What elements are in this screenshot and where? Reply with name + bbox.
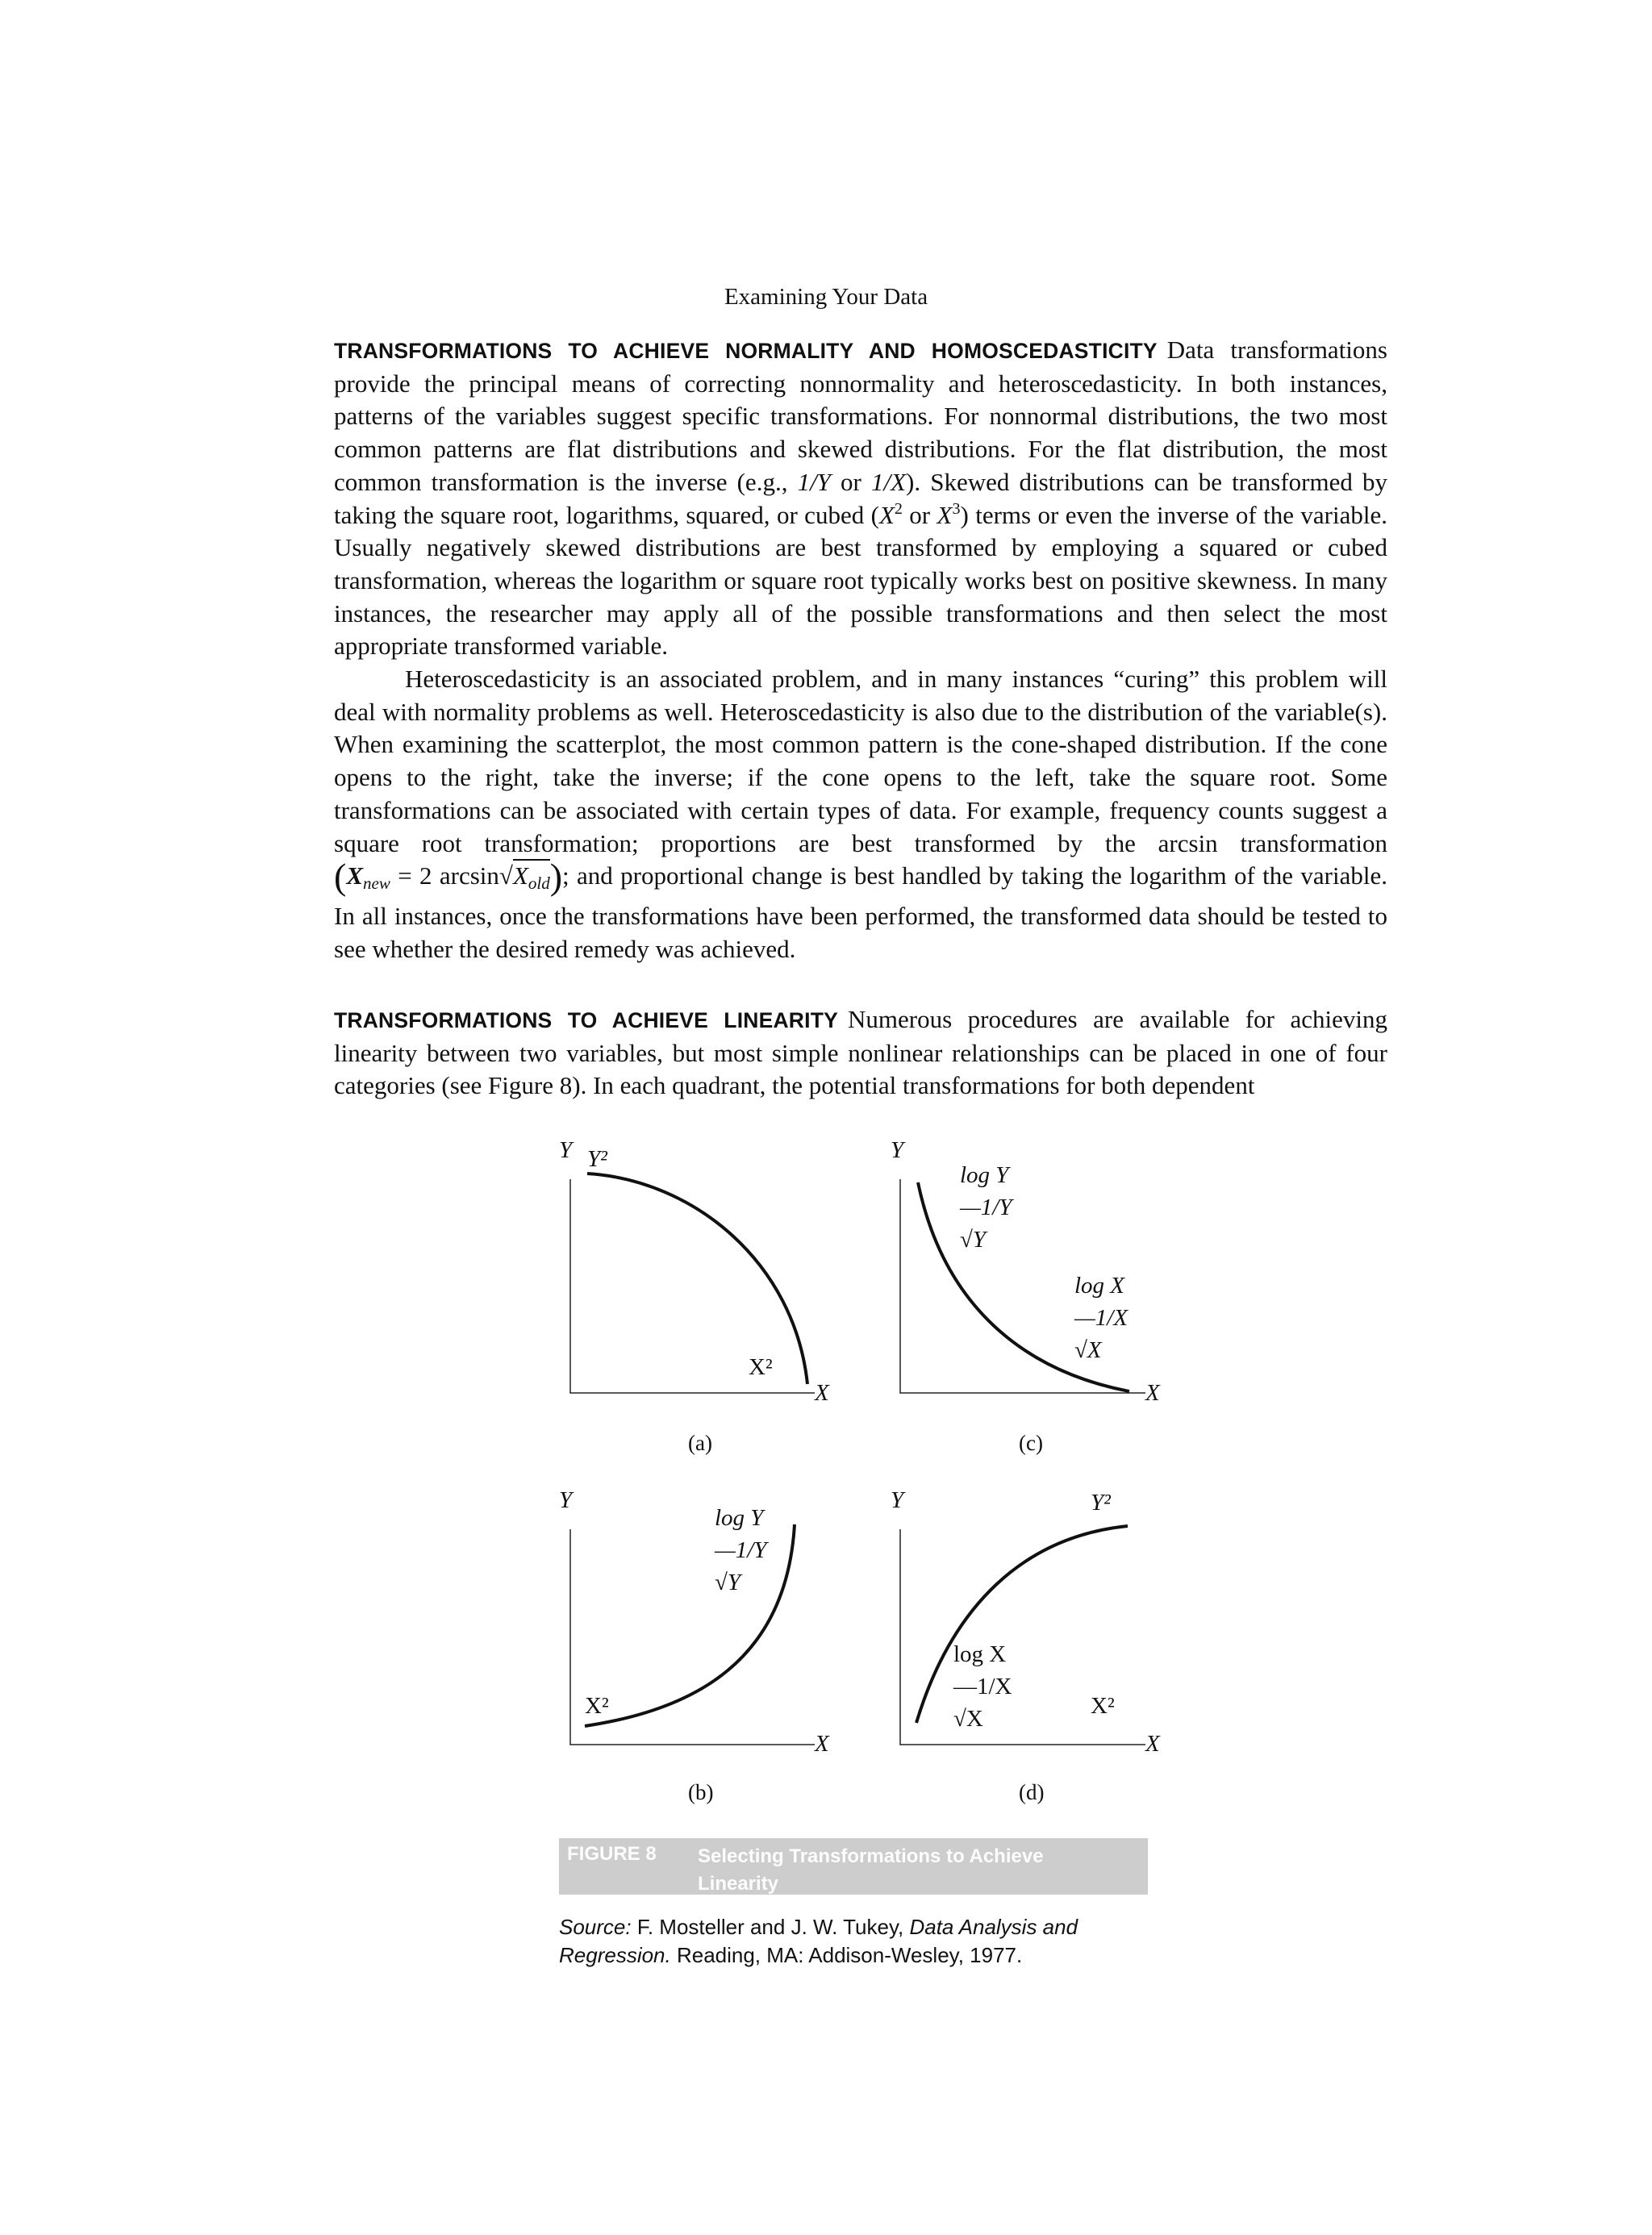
panel-labels: [688, 1431, 1044, 1804]
curve-panel-a: [587, 1174, 807, 1384]
panel-c-x-transform-1: —1/X: [1074, 1305, 1128, 1331]
x-axis-label-a: X: [815, 1380, 829, 1406]
panel-d-y-transform: Y²: [1091, 1490, 1111, 1516]
axes-panel-a: [570, 1179, 815, 1393]
axes: [570, 1179, 1145, 1745]
section-heading-linearity: TRANSFORMATIONS TO ACHIEVE LINEARITY: [334, 1008, 838, 1032]
transform-labels: [585, 1146, 1128, 1732]
running-head: Examining Your Data: [724, 284, 928, 310]
panel-d-x-transform-2: √X: [953, 1706, 983, 1732]
axis-labels: [559, 1137, 1161, 1757]
figure-caption: [559, 1838, 1148, 1895]
x-axis-label-c: X: [1145, 1380, 1160, 1406]
y-axis-label-c: Y: [891, 1137, 904, 1163]
panel-b-y-transform-1: —1/Y: [715, 1537, 767, 1563]
curves: [585, 1174, 1129, 1726]
y-axis-label-b: Y: [559, 1487, 573, 1513]
x-axis-label-d: X: [1145, 1731, 1160, 1757]
panel-c-y-transform-1: —1/Y: [960, 1195, 1012, 1220]
section-heading-normality: TRANSFORMATIONS TO ACHIEVE NORMALITY AND HOMOSCEDASTICITY: [334, 339, 1158, 363]
y-axis-label-d: Y: [891, 1487, 904, 1513]
panel-b-x-transform: X²: [585, 1693, 609, 1719]
panel-c-x-transform-2: √X: [1074, 1337, 1102, 1363]
panel-label-c: (c): [1019, 1431, 1043, 1455]
panel-b-y-transform-0: log Y: [715, 1505, 764, 1531]
panel-d-x-transform-0: log X: [953, 1641, 1007, 1667]
paragraph-heteroscedasticity: Heteroscedasticity is an associated problem, and in many instances “curing” this problem will deal with normality problems as well. Heteroscedasticity is also due to the distribution of the variable(s). When examining the scatterplot, the most common pattern is the cone-shaped distribution. If the cone opens to the right, take the inverse; if the cone opens to the left, take the square root. Some transformations can be associated with certain types of data. For example, frequency counts suggest a square root transformation; proportions are best transformed by the arcsin transformation ($X_{new} = 2$ $\arcsin√X_{old}$); and proportional change is best handled by taking the logarithm of the variable. In all instances, once the transformations have been performed, the transformed data should be tested to see whether the desired remedy was achieved.: [334, 665, 1387, 963]
panel-c-y-transform-0: log Y: [960, 1162, 1009, 1188]
figure-source: Source: F. Mosteller and J. W. Tukey, Data Analysis and Regression. Reading, MA: Addison-Wesley, 1977.: [559, 1915, 1078, 1967]
panel-c-x-transform-0: log X: [1074, 1273, 1125, 1299]
arcsin-formula: ($X_{new} = 2$ $\arcsin√X_{old}$): [334, 856, 563, 898]
figure-number: FIGURE 8: [567, 1843, 657, 1865]
panel-c-y-transform-2: √Y: [960, 1227, 987, 1253]
panel-d-x-transform-3: X²: [1091, 1693, 1115, 1719]
figure-title: Selecting Transformations to Achieve Linearity: [698, 1845, 1044, 1895]
panel-label-d: (d): [1019, 1780, 1045, 1804]
paragraph-linearity: TRANSFORMATIONS TO ACHIEVE LINEARITY Numerous procedures are available for achieving linearity between two variables, but most simple nonlinear relationships can be placed in one of four categories (see Figure 8). In each quadrant, the potential transformations for both dependent: [334, 1005, 1387, 1100]
panel-a-x-transform: X²: [749, 1354, 773, 1380]
y-axis-label-a: Y: [559, 1137, 573, 1163]
paragraph-normality: TRANSFORMATIONS TO ACHIEVE NORMALITY AND HOMOSCEDASTICITY Data transformations provide the principal means of correcting nonnormality and heteroscedasticity. In both instances, patterns of the variables suggest specific transformations. For nonnormal distributions, the two most common patterns are flat distributions and skewed distributions. For the flat distribution, the most common transformation is the inverse (e.g., 1/Y or 1/X). Skewed distributions can be transformed by taking the square root, logarithms, squared, or cubed ($X^2$ or $X^3$) terms or even the inverse of the variable. Usually negatively skewed distributions are best transformed by employing a squared or cubed transformation, whereas the logarithm or square root typically works best on positive skewness. In many instances, the researcher may apply all of the possible transformations and then select the most appropriate transformed variable.: [334, 336, 1387, 661]
x-axis-label-b: X: [815, 1731, 829, 1757]
panel-label-a: (a): [688, 1431, 712, 1455]
panel-d-x-transform-1: —1/X: [953, 1674, 1012, 1699]
panel-b-y-transform-2: √Y: [715, 1570, 741, 1595]
panel-a-y-transform: Y²: [587, 1146, 607, 1172]
panel-label-b: (b): [688, 1780, 714, 1804]
